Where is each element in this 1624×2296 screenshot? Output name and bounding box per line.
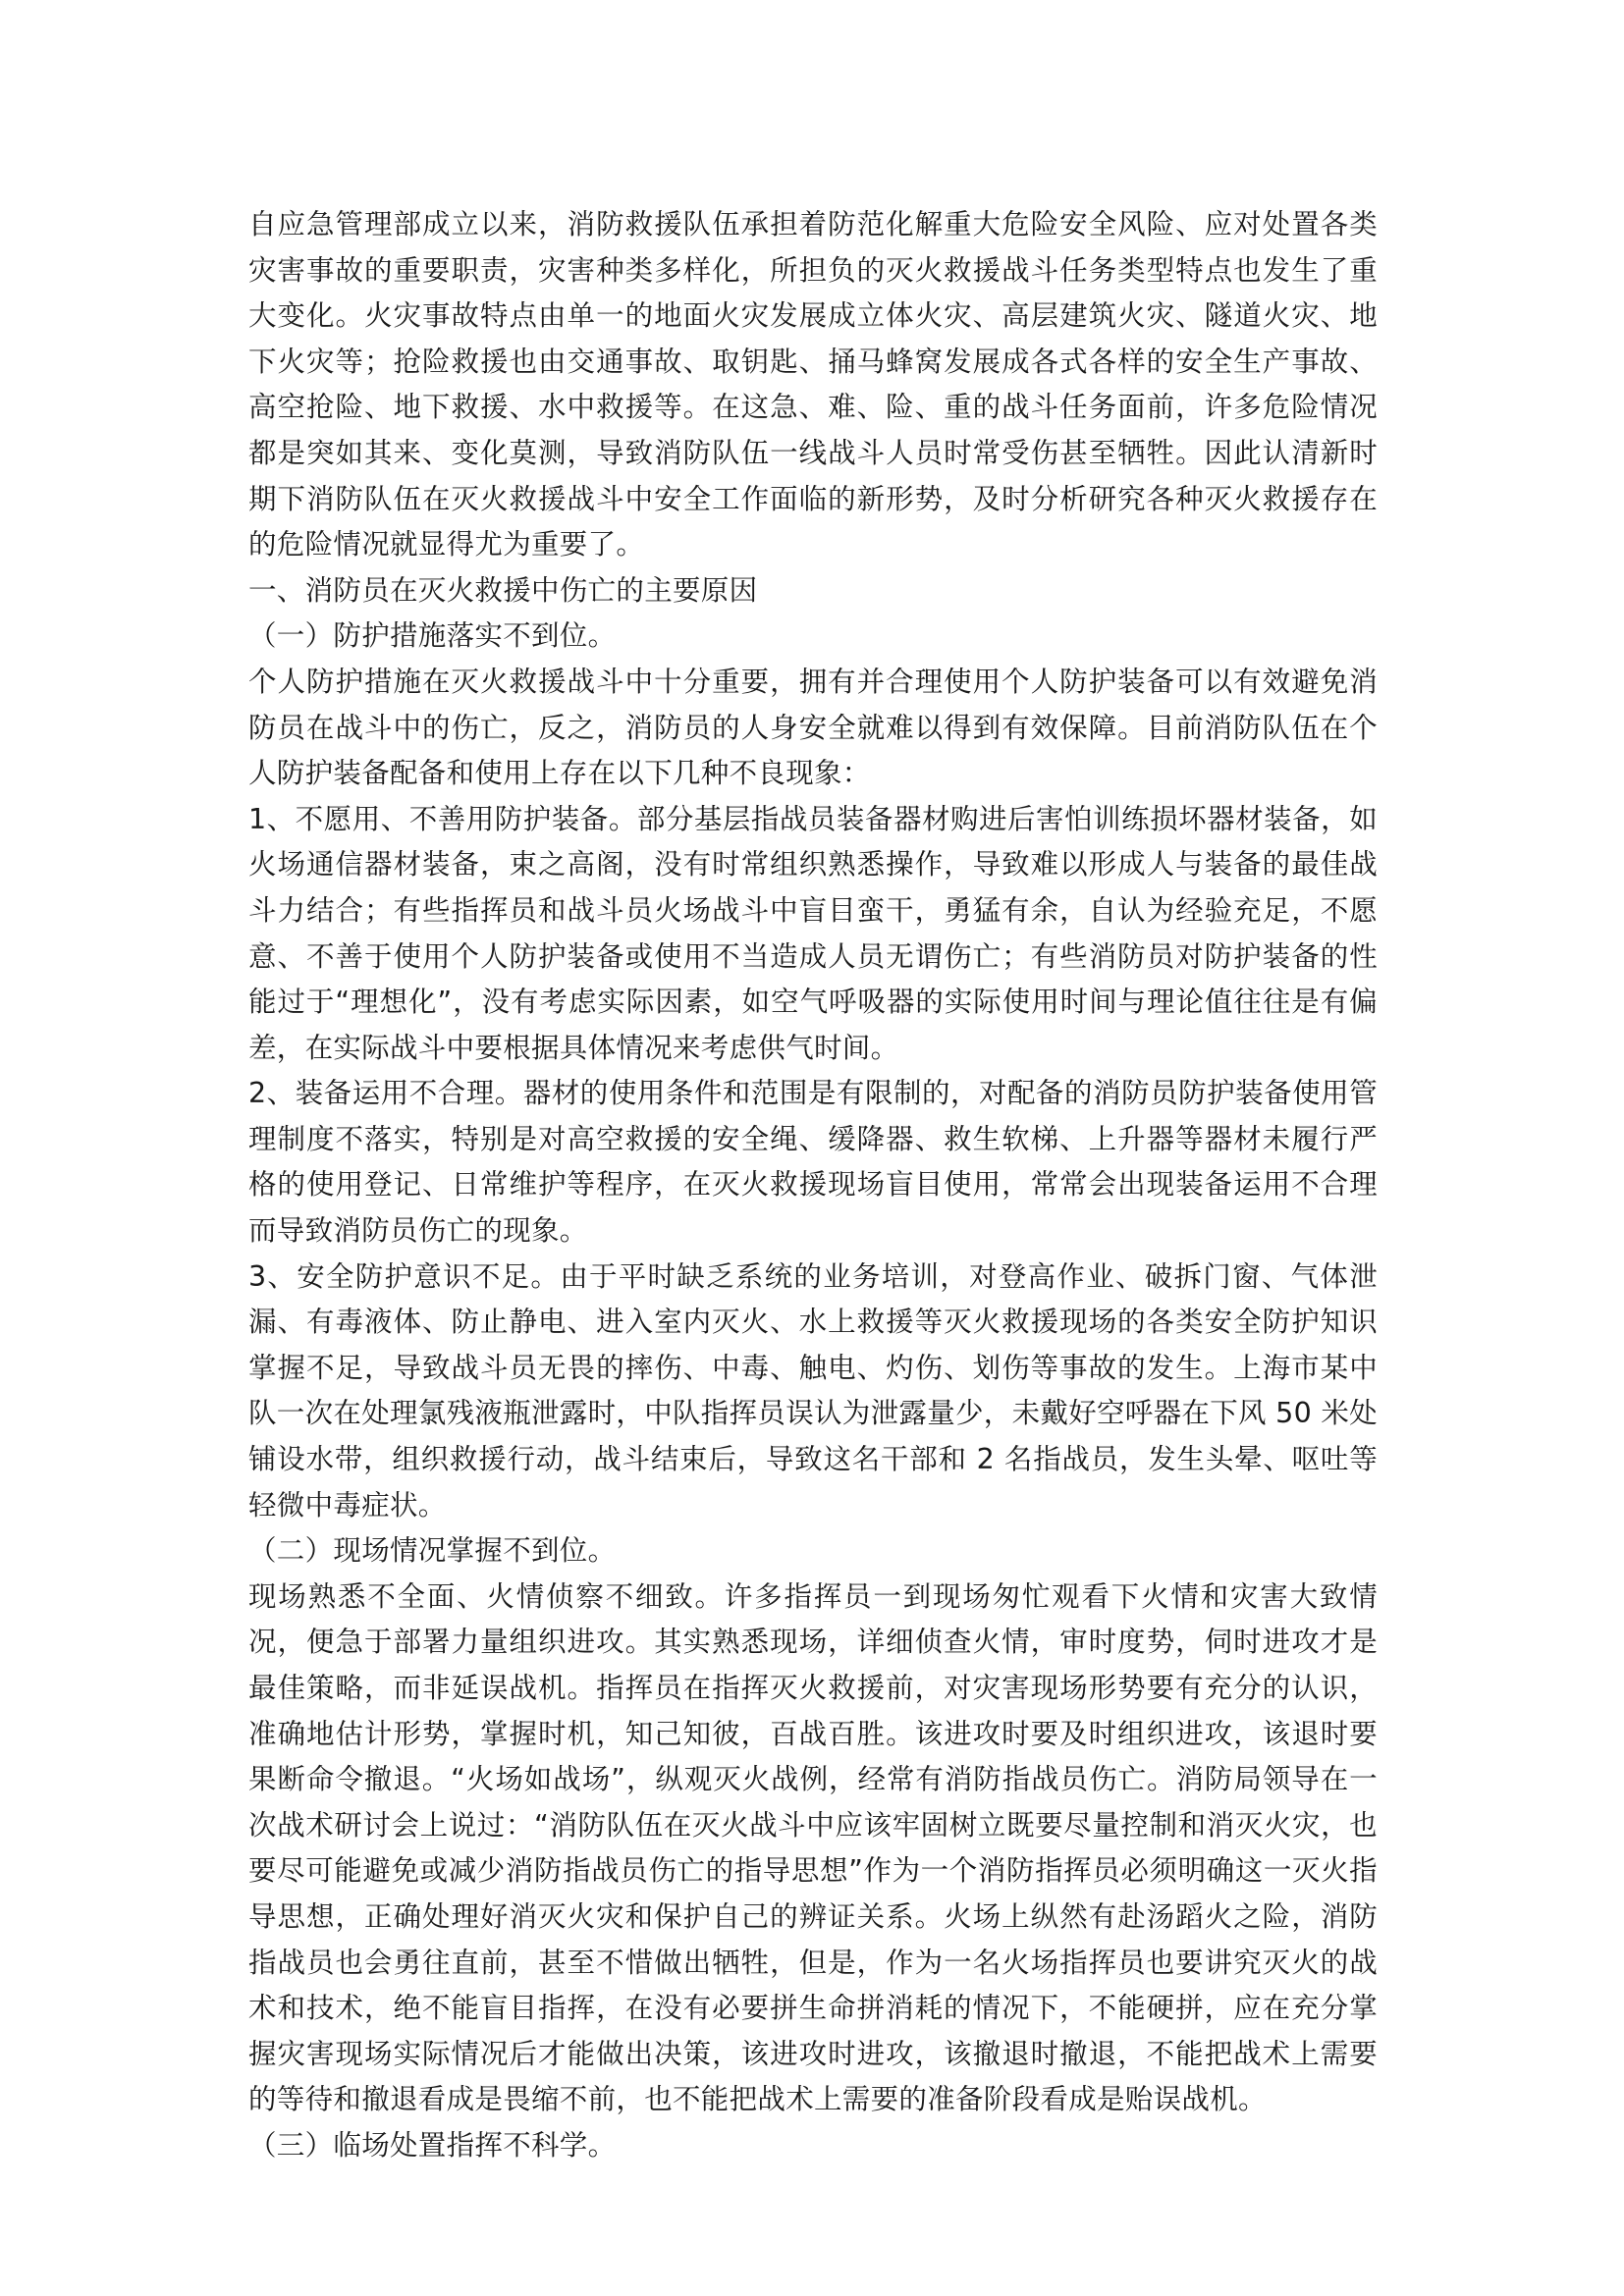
subsection-heading: （三）临场处置指挥不科学。 — [248, 2128, 617, 2162]
body-paragraph: 现场熟悉不全面、火情侦察不细致。许多指挥员一到现场匆忙观看下火情和灾害大致情况，便急于部署力量组织进攻。其实熟悉现场，详细侦查火情，审时度势，伺时进攻才是最佳策略，而非延误战机。指挥员在指挥灭火救援前，对灾害现场形势要有充分的认识，准确地估计形势，掌握时机，知己知彼，百战百胜。该进攻时要及时组织进攻，该退时要果断命令撤退。“火场如战场”，纵观灭火战例，经常有消防指战员伤亡。消防局领导在一次战术研讨会上说过：“消防队伍在灭火战斗中应该牢固树立既要尽量控制和消灭火灾，也要尽可能避免或减少消防指战员伤亡的指导思想”作为一个消防指挥员必须明确这一灭火指导思想，正确处理好消灭火灾和保护自己的辨证关系。火场上纵然有赴汤蹈火之险，消防指战员也会勇往直前，甚至不惜做出牺牲，但是，作为一名火场指挥员也要讲究灭火的战术和技术，绝不能盲目指挥，在没有必要拼生命拼消耗的情况下，不能硬拼，应在充分掌握灾害现场实际情况后才能做出决策，该进攻时进攻，该撤退时撤退，不能把战术上需要的等待和撤退看成是畏缩不前，也不能把战术上需要的准备阶段看成是贻误战机。 — [248, 1579, 1378, 2116]
intro-paragraph: 自应急管理部成立以来，消防救援队伍承担着防范化解重大危险安全风险、应对处置各类灾害事故的重要职责，灾害种类多样化，所担负的灭火救援战斗任务类型特点也发生了重大变化。火灾事故特点由单一的地面火灾发展成立体火灾、高层建筑火灾、隧道火灾、地下火灾等；抢险救援也由交通事故、取钥匙、捅马蜂窝发展成各式各样的安全生产事故、高空抢险、地下救援、水中救援等。在这急、难、险、重的战斗任务面前，许多危险情况都是突如其来、变化莫测，导致消防队伍一线战斗人员时常受伤甚至牺牲。因此认清新时期下消防队伍在灭火救援战斗中安全工作面临的新形势，及时分析研究各种灭火救援存在的危险情况就显得尤为重要了。 — [248, 208, 1378, 561]
subsection-heading: （二）现场情况掌握不到位。 — [248, 1534, 617, 1568]
body-paragraph: 个人防护措施在灭火救援战斗中十分重要，拥有并合理使用个人防护装备可以有效避免消防员在战斗中的伤亡，反之，消防员的人身安全就难以得到有效保障。目前消防队伍在个人防护装备配备和使用上存在以下几种不良现象： — [248, 665, 1378, 790]
numbered-paragraph: 3、安全防护意识不足。由于平时缺乏系统的业务培训，对登高作业、破拆门窗、气体泄漏、有毒液体、防止静电、进入室内灭火、水上救援等灭火救援现场的各类安全防护知识掌握不足，导致战斗员无畏的摔伤、中毒、触电、灼伤、划伤等事故的发生。上海市某中队一次在处理氯残液瓶泄露时，中队指挥员误认为泄露量少，未戴好空呼器在下风 50 米处铺设水带，组织救援行动，战斗结束后，导致这名干部和 2 名指战员，发生头晕、呕吐等轻微中毒症状。 — [248, 1259, 1378, 1522]
section-heading: 一、消防员在灭火救援中伤亡的主要原因 — [248, 573, 758, 607]
numbered-paragraph: 1、不愿用、不善用防护装备。部分基层指战员装备器材购进后害怕训练损坏器材装备，如火场通信器材装备，束之高阁，没有时常组织熟悉操作，导致难以形成人与装备的最佳战斗力结合；有些指挥员和战斗员火场战斗中盲目蛮干，勇猛有余，自认为经验充足，不愿意、不善于使用个人防护装备或使用不当造成人员无谓伤亡；有些消防员对防护装备的性能过于“理想化”，没有考虑实际因素，如空气呼吸器的实际使用时间与理论值往往是有偏差，在实际战斗中要根据具体情况来考虑供气时间。 — [248, 802, 1378, 1064]
subsection-heading: （一）防护措施落实不到位。 — [248, 619, 617, 653]
document-body — [248, 202, 1378, 2169]
numbered-paragraph: 2、装备运用不合理。器材的使用条件和范围是有限制的，对配备的消防员防护装备使用管理制度不落实，特别是对高空救援的安全绳、缓降器、救生软梯、上升器等器材未履行严格的使用登记、日常维护等程序，在灭火救援现场盲目使用，常常会出现装备运用不合理而导致消防员伤亡的现象。 — [248, 1077, 1378, 1248]
